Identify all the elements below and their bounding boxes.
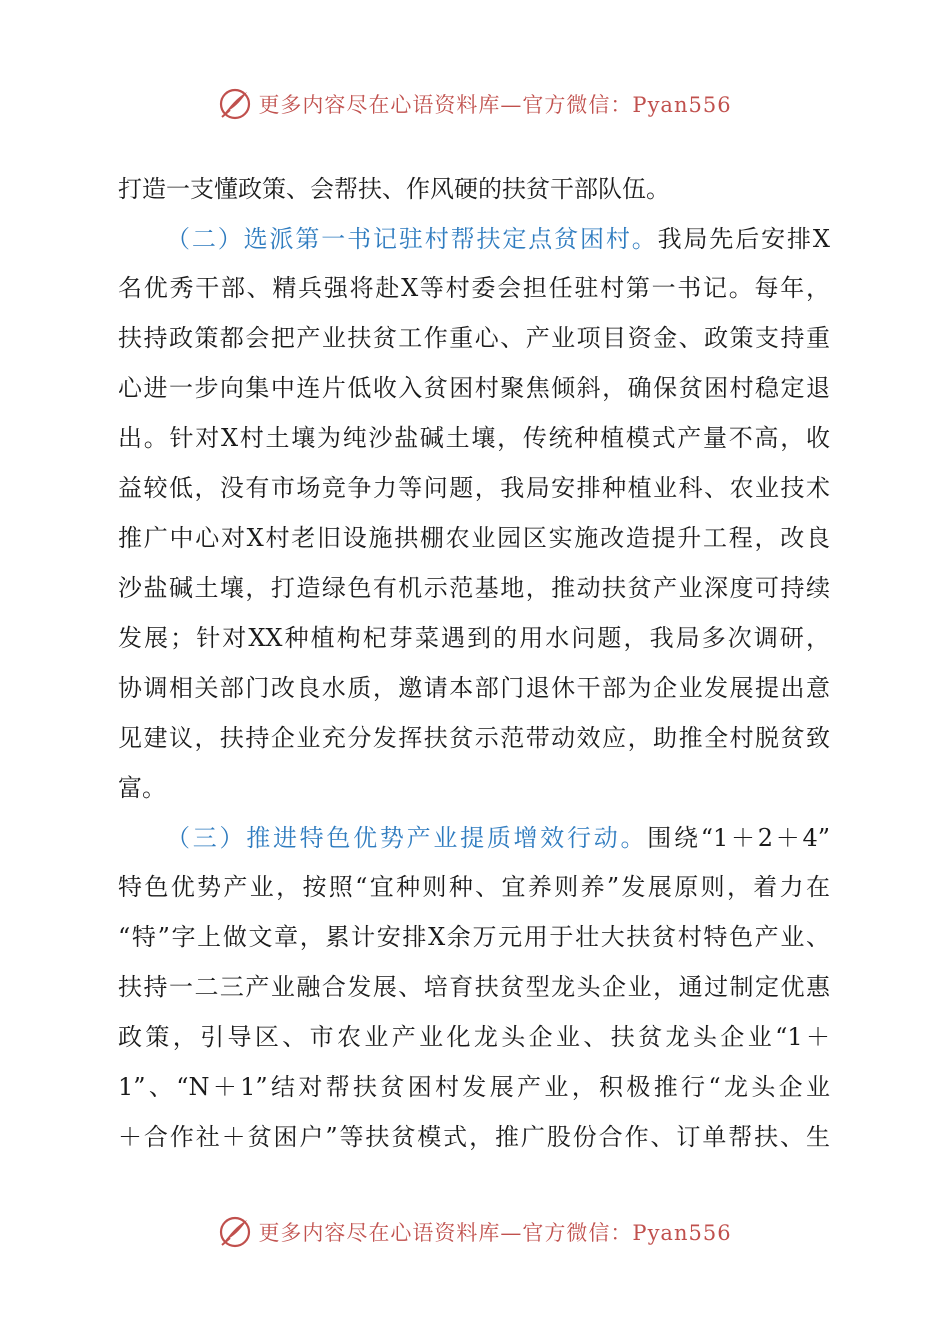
watermark-footer [0,1212,950,1252]
body-line: 富。 [118,774,166,802]
quill-logo-icon [218,87,252,121]
section-heading-line: （二）选派第一书记驻村帮扶定点贫困村。我局先后安排X [166,225,830,253]
body-line: 发展；针对XX种植枸杞芽菜遇到的用水问题，我局多次调研， [118,624,830,652]
body-line: 1”、“N＋1”结对帮扶贫困村发展产业，积极推行“龙头企业 [118,1073,830,1101]
section-heading-line: （三）推进特色优势产业提质增效行动。围绕“1＋2＋4” [166,824,830,852]
body-line: 政策，引导区、市农业产业化龙头企业、扶贫龙头企业“1＋ [118,1023,830,1051]
body-line: 推广中心对X村老旧设施拱棚农业园区实施改造提升工程，改良 [118,524,830,552]
body-line: 扶持政策都会把产业扶贫工作重心、产业项目资金、政策支持重 [118,324,830,352]
watermark-text: 更多内容尽在心语资料库—官方微信：Pyan556 [258,1221,732,1245]
watermark-text: 更多内容尽在心语资料库—官方微信：Pyan556 [258,93,732,117]
section-heading-3: （三）推进特色优势产业提质增效行动。 [166,824,648,852]
body-line: 益较低，没有市场竞争力等问题，我局安排种植业科、农业技术 [118,474,830,502]
body-line: 特色优势产业，按照“宜种则种、宜养则养”发展原则，着力在 [118,873,830,901]
quill-logo-icon [218,1215,252,1249]
body-line: 心进一步向集中连片低收入贫困村聚焦倾斜，确保贫困村稳定退 [118,374,830,402]
body-line: 打造一支懂政策、会帮扶、作风硬的扶贫干部队伍。 [118,175,670,203]
watermark-header [0,84,950,124]
body-line: ＋合作社＋贫困户”等扶贫模式，推广股份合作、订单帮扶、生 [118,1123,830,1151]
body-line: 见建议，扶持企业充分发挥扶贫示范带动效应，助推全村脱贫致 [118,724,830,752]
body-line: 出。针对X村土壤为纯沙盐碱土壤，传统种植模式产量不高，收 [118,424,830,452]
section-heading-2: （二）选派第一书记驻村帮扶定点贫困村。 [166,225,658,253]
body-line: 扶持一二三产业融合发展、培育扶贫型龙头企业，通过制定优惠 [118,973,830,1001]
body-line: 协调相关部门改良水质，邀请本部门退休干部为企业发展提出意 [118,674,830,702]
body-line: “特”字上做文章，累计安排X余万元用于壮大扶贫村特色产业、 [118,923,830,951]
body-line: 沙盐碱土壤，打造绿色有机示范基地，推动扶贫产业深度可持续 [118,574,830,602]
body-line: 名优秀干部、精兵强将赴X等村委会担任驻村第一书记。每年， [118,274,830,302]
